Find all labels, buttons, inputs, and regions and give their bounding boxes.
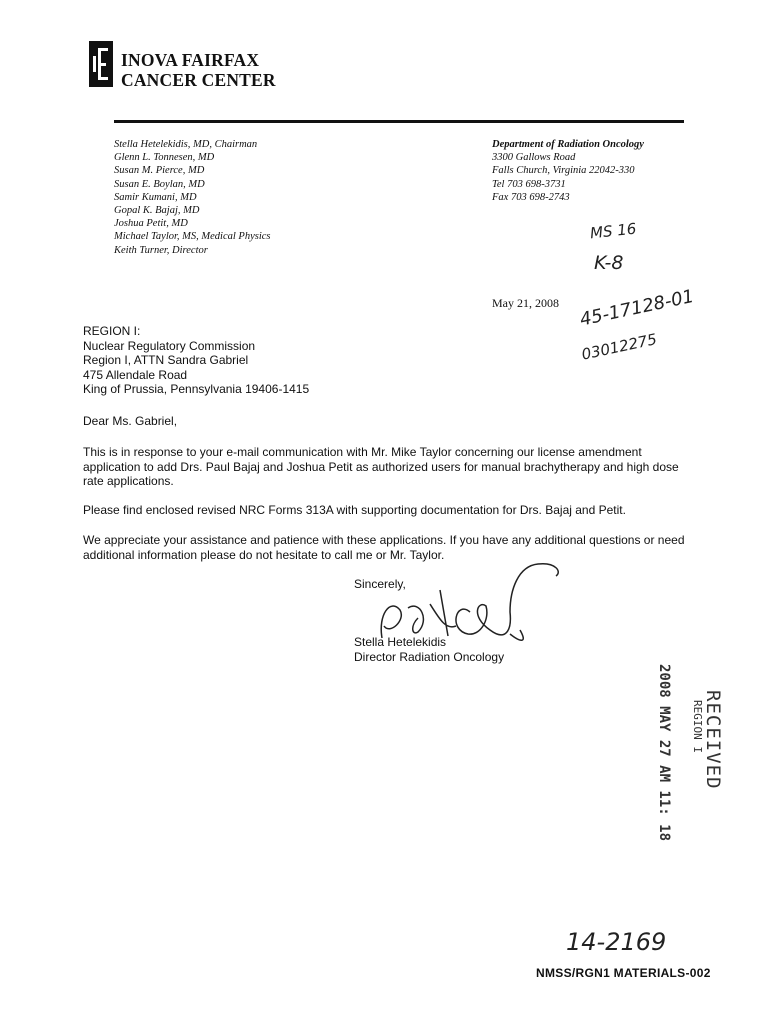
staff-name: Keith Turner, Director <box>114 244 208 256</box>
staff-name: Gopal K. Bajaj, MD <box>114 205 200 217</box>
signer-name: Stella Hetelekidis <box>354 635 447 649</box>
handwritten-mail-stop: MS 16 <box>589 219 638 243</box>
body-paragraph: We appreciate your assistance and patience with these applications. If you have any additional questions or need additional information please do not hesitate to call me or Mr. Taylor. <box>83 533 685 562</box>
department-phone: Tel 703 698-3731 <box>492 178 566 190</box>
logo-icon <box>89 41 113 87</box>
staff-name: Susan E. Boylan, MD <box>114 178 205 190</box>
recipient-line: King of Prussia, Pennsylvania 19406-1415 <box>83 382 310 397</box>
organization-name <box>121 50 276 90</box>
body-paragraph: This is in response to your e-mail communication with Mr. Mike Taylor concerning our license amendment application to add Drs. Paul Bajaj and Joshua Petit as authorized users for manual brachytherapy and high dose rate applications. <box>83 445 679 489</box>
department-address-line: 3300 Gallows Road <box>492 152 576 164</box>
signer-title: Director Radiation Oncology <box>354 649 505 664</box>
recipient-line: Nuclear Regulatory Commission <box>83 338 256 353</box>
recipient-address <box>83 324 309 397</box>
stamp-date: 2008 MAY 27 AM 11: 18 <box>656 664 672 842</box>
received-stamp <box>632 660 742 842</box>
handwritten-license-number: 45-17128-01 <box>578 285 696 331</box>
staff-name: Glenn L. Tonnesen, MD <box>114 152 215 164</box>
department-name: Department of Radiation Oncology <box>492 139 644 150</box>
logo-line-1: INOVA FAIRFAX <box>121 50 260 70</box>
staff-name: Samir Kumani, MD <box>114 191 197 203</box>
recipient-line: 475 Allendale Road <box>83 367 188 382</box>
staff-name: Joshua Petit, MD <box>114 218 188 230</box>
body-paragraph: Please find enclosed revised NRC Forms 313A with supporting documentation for Drs. Bajaj and Petit. <box>83 503 626 517</box>
staff-list <box>114 138 271 257</box>
stamp-received: RECEIVED <box>702 690 724 790</box>
department-fax: Fax 703 698-2743 <box>492 191 570 203</box>
letter-date: May 21, 2008 <box>492 296 559 310</box>
signer-block <box>354 635 504 664</box>
stamp-region: REGION I <box>691 700 704 753</box>
staff-name: Michael Taylor, MS, Medical Physics <box>114 231 271 243</box>
footer-code: NMSS/RGN1 MATERIALS-002 <box>536 966 711 980</box>
staff-name: Susan M. Pierce, MD <box>114 165 205 177</box>
recipient-line: REGION I: <box>83 324 141 338</box>
handwritten-bottom-note: 14-2169 <box>566 928 667 956</box>
closing-sincerely: Sincerely, <box>354 577 406 591</box>
department-address-line: Falls Church, Virginia 22042-330 <box>492 165 635 177</box>
recipient-line: Region I, ATTN Sandra Gabriel <box>83 353 249 368</box>
header-rule <box>114 120 684 123</box>
handwritten-k8: K-8 <box>594 252 624 274</box>
department-block <box>492 138 644 204</box>
handwritten-docket-number: 03012275 <box>580 330 659 364</box>
staff-name: Stella Hetelekidis, MD, Chairman <box>114 139 258 150</box>
salutation: Dear Ms. Gabriel, <box>83 414 178 428</box>
logo-line-2: CANCER CENTER <box>121 70 276 90</box>
